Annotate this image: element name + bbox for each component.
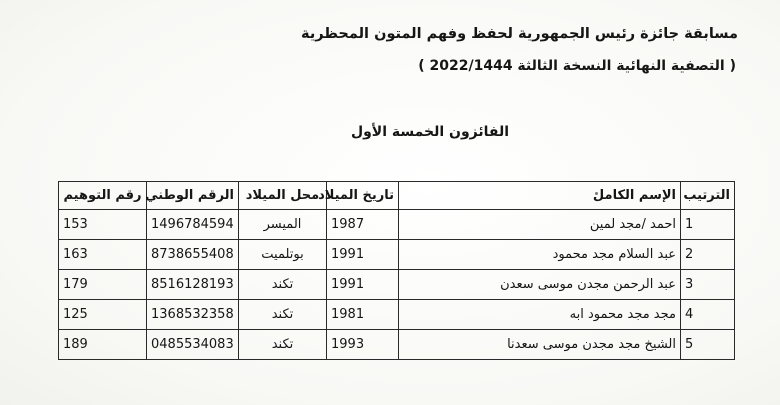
cell-exam-number: 125: [59, 300, 147, 330]
cell-rank: 3: [681, 270, 735, 300]
cell-rank: 4: [681, 300, 735, 330]
column-header-national-id: الرقم الوطني: [147, 182, 239, 210]
cell-rank: 2: [681, 240, 735, 270]
cell-name: احمد /مجد لمين: [399, 210, 681, 240]
column-header-name: الإسم الكامل: [399, 182, 681, 210]
cell-birth-date: 1993: [327, 330, 399, 360]
cell-birth-date: 1981: [327, 300, 399, 330]
cell-rank: 1: [681, 210, 735, 240]
cell-birth-place: بوتلميت: [239, 240, 327, 270]
cell-exam-number: 189: [59, 330, 147, 360]
column-header-birth-place: محل الميلاد: [239, 182, 327, 210]
competition-title: مسابقة جائزة رئيس الجمهورية لحفظ وفهم المتون المحظرية: [301, 26, 738, 42]
section-title: الفائزون الخمسة الأول: [350, 124, 510, 140]
winners-table: [58, 181, 735, 360]
table-row: [59, 300, 735, 330]
cell-national-id: 1368532358: [147, 300, 239, 330]
cell-rank: 5: [681, 330, 735, 360]
table-header-row: [59, 182, 735, 210]
cell-exam-number: 153: [59, 210, 147, 240]
column-header-rank: الترتيب: [681, 182, 735, 210]
cell-name: عبد السلام مجد محمود: [399, 240, 681, 270]
cell-birth-date: 1987: [327, 210, 399, 240]
cell-name: عبد الرحمن مجدن موسى سعدن: [399, 270, 681, 300]
cell-birth-date: 1991: [327, 240, 399, 270]
table-row: [59, 330, 735, 360]
competition-subtitle: ( التصفية النهائية النسخة الثالثة 2022/1444 ): [418, 58, 736, 74]
cell-national-id: 1496784594: [147, 210, 239, 240]
cell-birth-date: 1991: [327, 270, 399, 300]
cell-national-id: 8516128193: [147, 270, 239, 300]
column-header-exam-number: رقم التوهيم: [59, 182, 147, 210]
table-row: [59, 240, 735, 270]
cell-birth-place: الميسر: [239, 210, 327, 240]
cell-birth-place: تكند: [239, 300, 327, 330]
cell-birth-place: تكند: [239, 330, 327, 360]
cell-name: مجد مجد محمود ابه: [399, 300, 681, 330]
cell-national-id: 8738655408: [147, 240, 239, 270]
table-row: [59, 270, 735, 300]
cell-birth-place: تكند: [239, 270, 327, 300]
cell-national-id: 0485534083: [147, 330, 239, 360]
cell-exam-number: 179: [59, 270, 147, 300]
column-header-birth-date: تاريخ الميلاد: [327, 182, 399, 210]
cell-exam-number: 163: [59, 240, 147, 270]
cell-name: الشيخ مجد مجدن موسى سعدنا: [399, 330, 681, 360]
table-row: [59, 210, 735, 240]
